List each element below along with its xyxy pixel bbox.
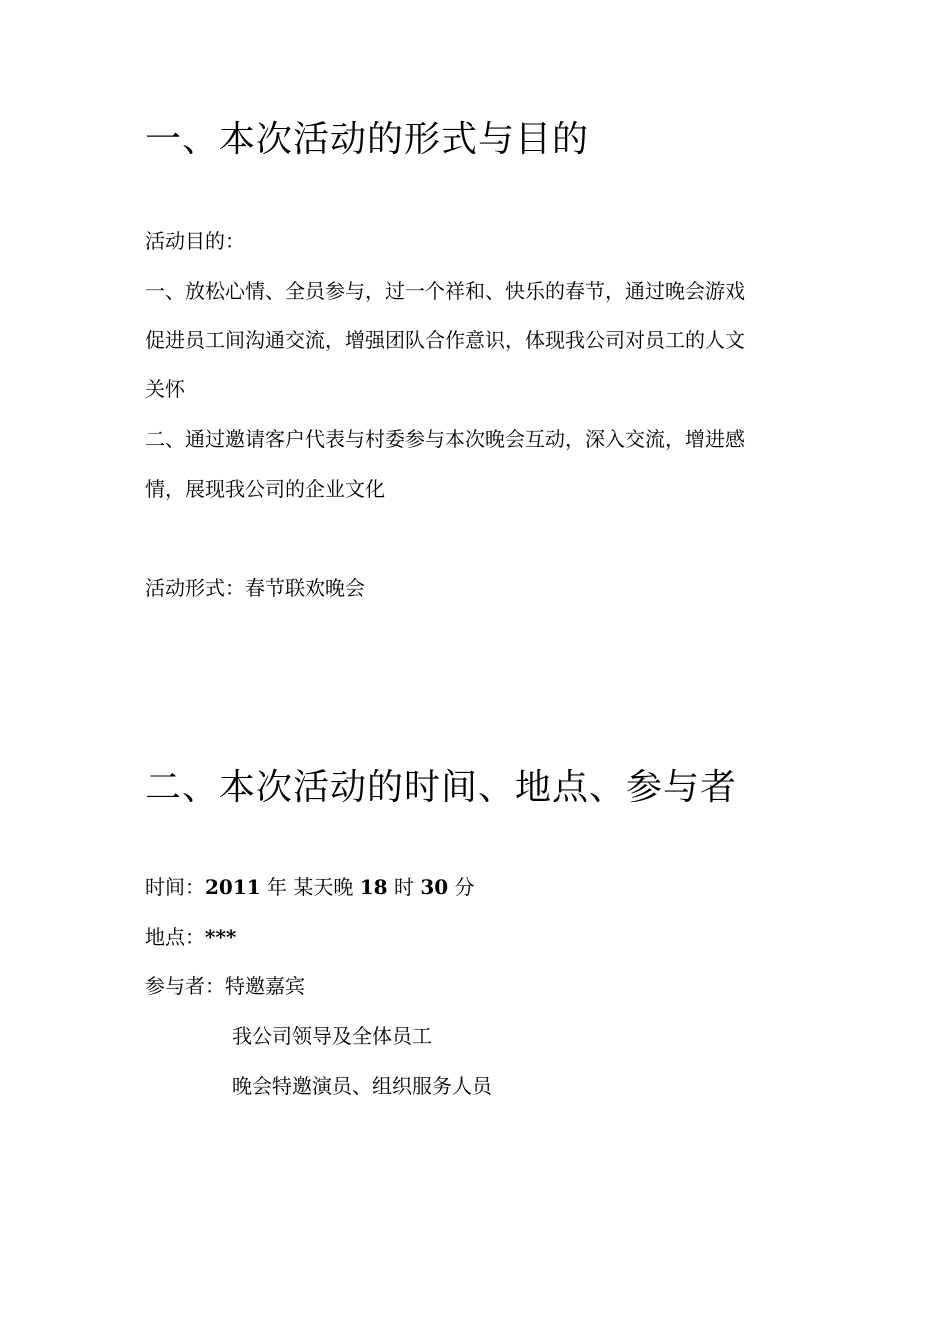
- time-hour-unit: 时: [393, 875, 414, 899]
- participant-item-3: 晚会特邀演员、组织服务人员: [232, 1074, 492, 1098]
- participants-line: [145, 973, 305, 999]
- participants-label: 参与者：: [145, 974, 225, 998]
- time-hour: 18: [359, 875, 388, 899]
- place-value: ***: [205, 925, 237, 949]
- time-minute: 30: [420, 875, 449, 899]
- purpose-line-3: 关怀: [145, 377, 185, 401]
- purpose-line-1: 一、放松心情、全员参与，过一个祥和、快乐的春节，通过晚会游戏: [145, 279, 745, 303]
- participant-item-2: 我公司领导及全体员工: [232, 1024, 432, 1048]
- time-day: 某天晚: [293, 875, 354, 899]
- time-minute-unit: 分: [454, 875, 475, 899]
- activity-form-line: 活动形式：春节联欢晚会: [145, 576, 365, 600]
- place-label: 地点：: [145, 925, 205, 949]
- section-1-heading: 一、本次活动的形式与目的: [145, 119, 590, 160]
- time-year: 2011: [205, 875, 261, 899]
- place-line: [145, 924, 236, 950]
- purpose-line-2: 促进员工间沟通交流，增强团队合作意识，体现我公司对员工的人文: [145, 328, 745, 352]
- time-line: [145, 874, 475, 900]
- participant-item-1: 特邀嘉宾: [225, 974, 305, 998]
- time-label: 时间：: [145, 875, 205, 899]
- purpose-line-5: 情，展现我公司的企业文化: [145, 477, 385, 501]
- section-2-heading: 二、本次活动的时间、地点、参与者: [145, 767, 738, 808]
- purpose-label: 活动目的：: [145, 229, 245, 253]
- time-year-unit: 年: [267, 875, 288, 899]
- purpose-line-4: 二、通过邀请客户代表与村委参与本次晚会互动，深入交流，增进感: [145, 427, 745, 451]
